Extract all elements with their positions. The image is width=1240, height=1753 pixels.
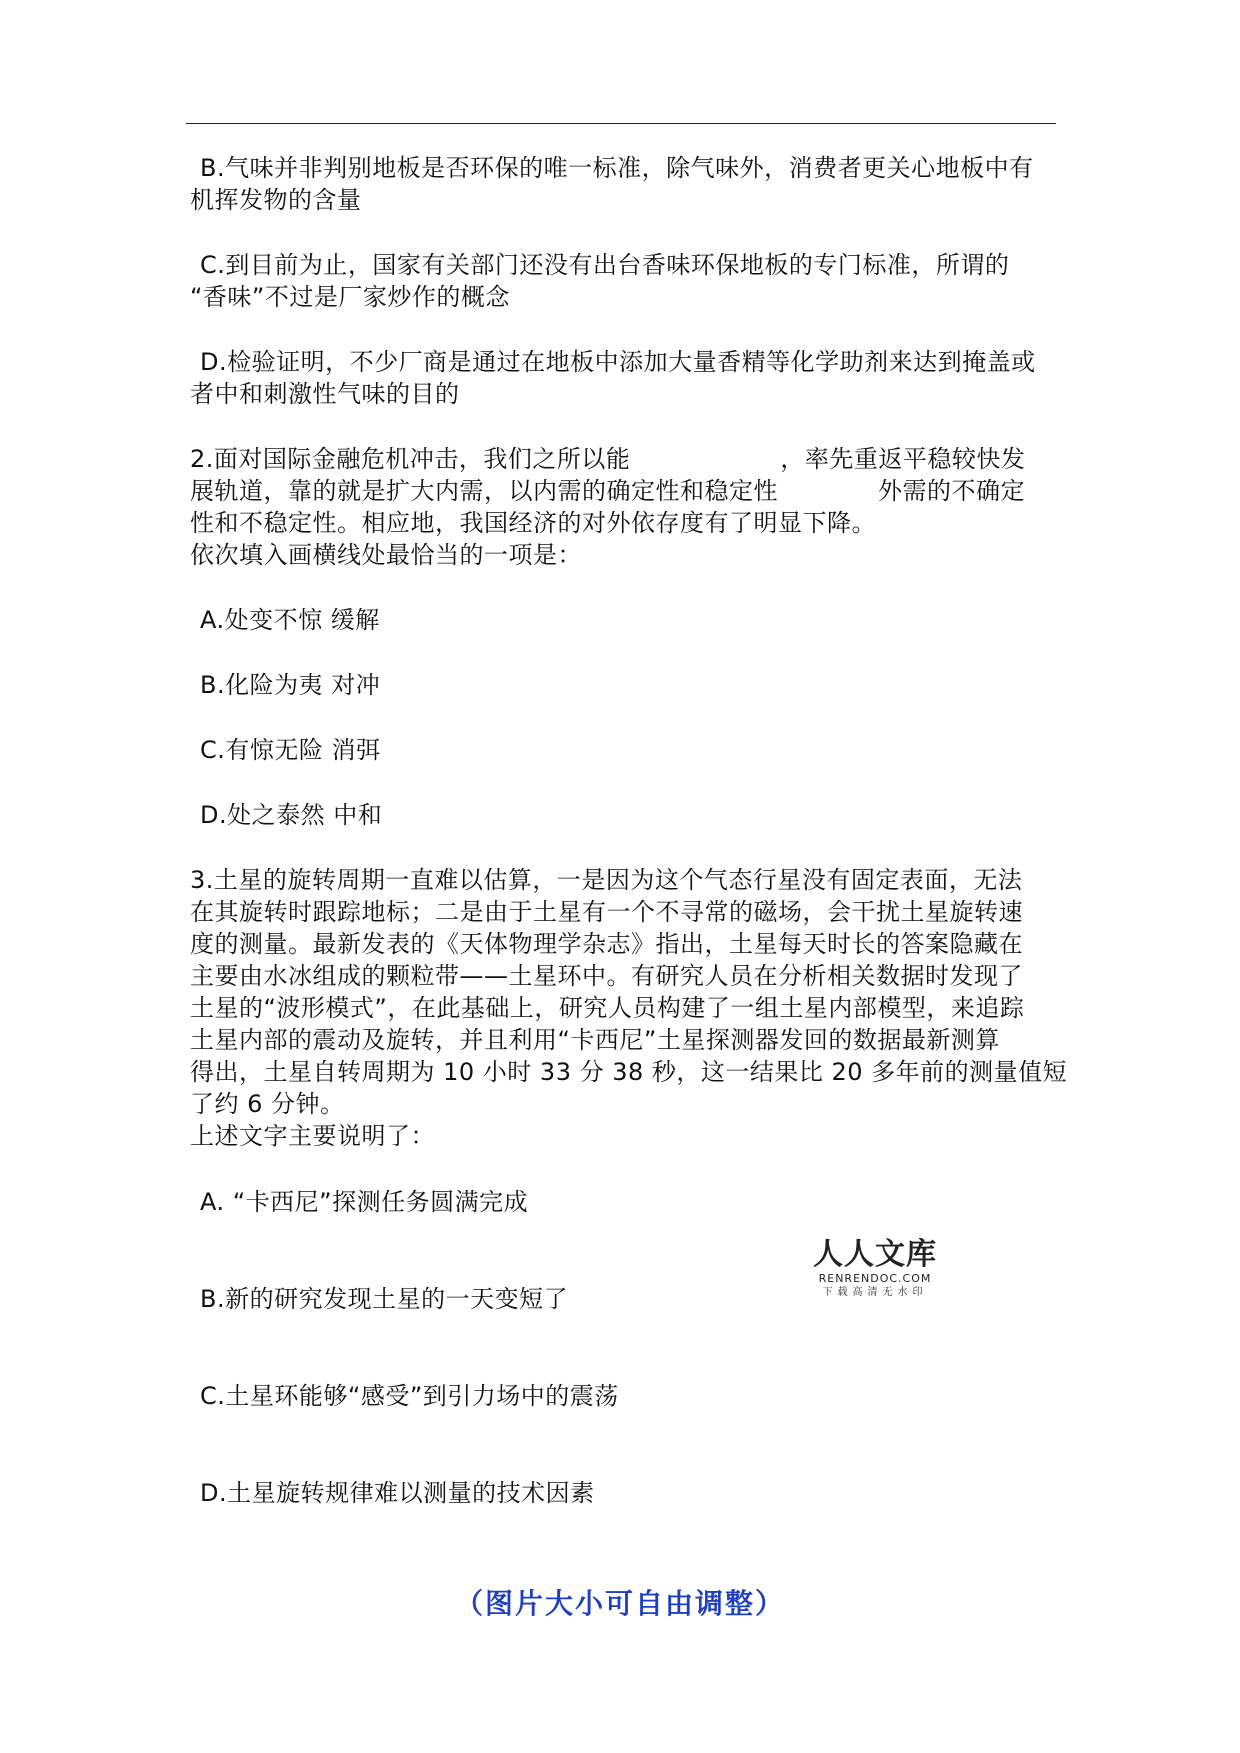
q1-option-d-line2: 者中和刺激性气味的目的: [190, 380, 460, 408]
q3-stem-line1: 3.土星的旋转周期一直难以估算，一是因为这个气态行星没有固定表面，无法: [190, 866, 1023, 894]
watermark-title: 人人文库: [813, 1237, 937, 1272]
q3-stem-line4: 主要由水冰组成的颗粒带——土星环中。有研究人员在分析相关数据时发现了: [190, 962, 1023, 990]
q2-option-b: B.化险为夷 对冲: [200, 671, 381, 699]
q3-stem-line2: 在其旋转时跟踪地标；二是由于土星有一个不寻常的磁场，会干扰土星旋转速: [190, 898, 1023, 926]
q2-option-a: A.处变不惊 缓解: [200, 606, 380, 634]
q3-option-c: C.土星环能够“感受”到引力场中的震荡: [200, 1382, 619, 1410]
q2-option-d: D.处之泰然 中和: [200, 801, 383, 829]
q3-prompt: 上述文字主要说明了：: [190, 1122, 435, 1150]
q3-option-b: B.新的研究发现土星的一天变短了: [200, 1285, 569, 1313]
watermark-subtitle: 下载高清无水印: [822, 1287, 928, 1298]
q1-option-d-line1: D.检验证明，不少厂商是通过在地板中添加大量香精等化学助剂来达到掩盖或: [200, 348, 1036, 376]
q3-option-d: D.土星旋转规律难以测量的技术因素: [200, 1479, 595, 1507]
footer-note: （图片大小可自由调整）: [454, 1587, 785, 1620]
q2-stem-part1: 2.面对国际金融危机冲击，我们之所以能: [190, 445, 631, 473]
q3-stem-line6: 土星内部的震动及旋转，并且利用“卡西尼”土星探测器发回的数据最新测算: [190, 1026, 1000, 1054]
q3-option-a: A. “卡西尼”探测任务圆满完成: [200, 1188, 529, 1216]
q2-prompt: 依次填入画横线处最恰当的一项是：: [190, 541, 582, 569]
watermark-domain: RENRENDOC.COM: [818, 1272, 932, 1285]
q2-stem-part3: 展轨道，靠的就是扩大内需，以内需的确定性和稳定性: [190, 477, 778, 505]
q1-option-b-line2: 机挥发物的含量: [190, 186, 362, 214]
q1-option-c-line2: “香味”不过是厂家炒作的概念: [190, 283, 510, 311]
q1-option-c-line1: C.到目前为止，国家有关部门还没有出台香味环保地板的专门标准，所谓的: [200, 251, 1010, 279]
q2-option-c: C.有惊无险 消弭: [200, 736, 381, 764]
q3-stem-line8: 了约 6 分钟。: [190, 1090, 345, 1118]
q2-stem-line1: [190, 443, 1070, 475]
q3-stem-line5: 土星的“波形模式”，在此基础上，研究人员构建了一组土星内部模型，来追踪: [190, 994, 1025, 1022]
q3-stem-line7: 得出，土星自转周期为 10 小时 33 分 38 秒，这一结果比 20 多年前的测量值短: [190, 1058, 1068, 1086]
q2-stem-part4: 外需的不确定: [878, 477, 1025, 505]
q2-stem-part2: ，率先重返平稳较快发: [780, 445, 1026, 473]
q3-stem-line3: 度的测量。最新发表的《天体物理学杂志》指出，土星每天时长的答案隐藏在: [190, 930, 1023, 958]
q2-stem-line3: 性和不稳定性。相应地，我国经济的对外依存度有了明显下降。: [190, 509, 876, 537]
header-rule: [186, 123, 1056, 124]
q2-stem-line2: [190, 475, 1070, 507]
watermark-logo: [810, 1238, 940, 1299]
q1-option-b-line1: B.气味并非判别地板是否环保的唯一标准，除气味外，消费者更关心地板中有: [200, 154, 1034, 182]
